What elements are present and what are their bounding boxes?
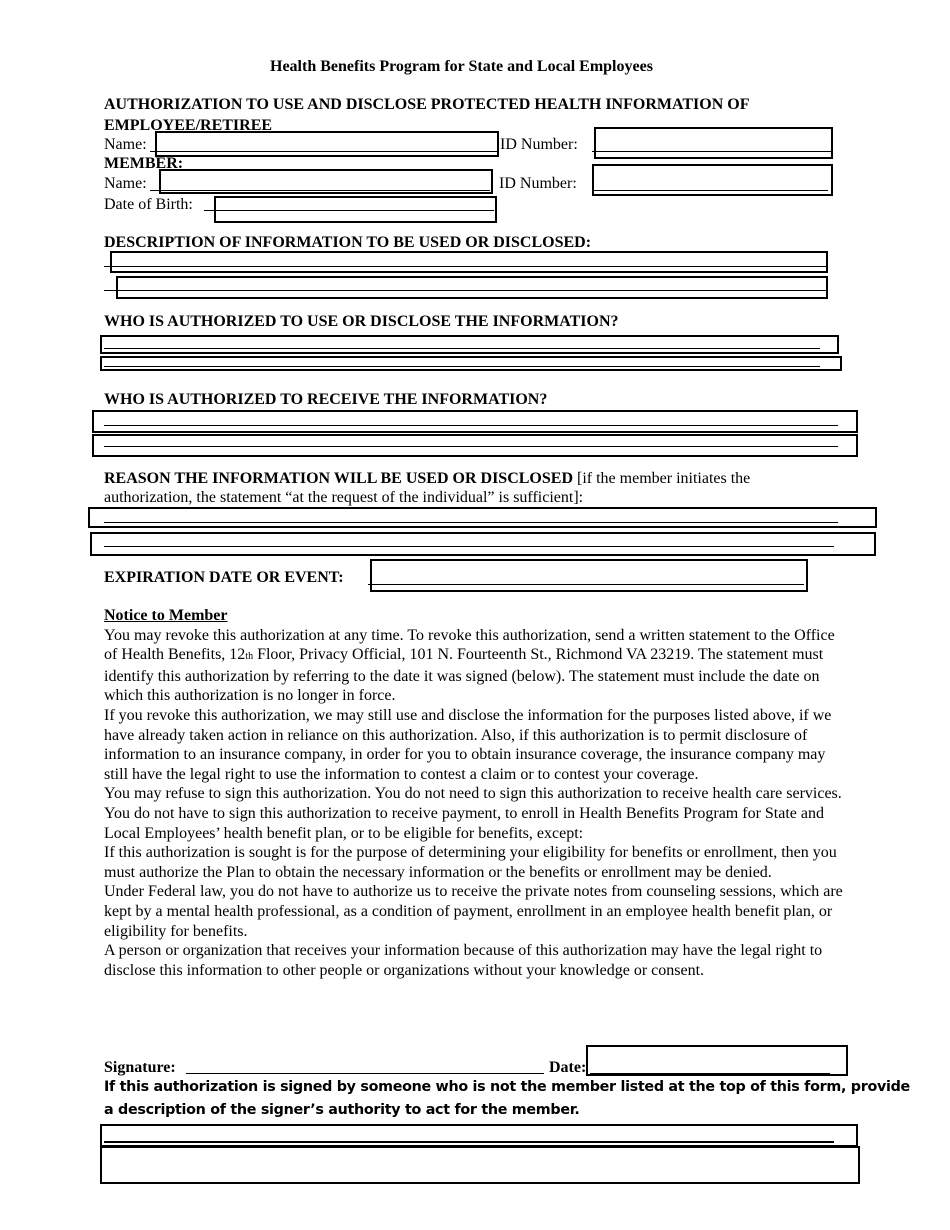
reason-note-1: [if the member initiates the: [573, 470, 751, 487]
expiration-label: EXPIRATION DATE OR EVENT:: [104, 569, 344, 586]
member-id-label: ID Number:: [499, 175, 577, 192]
signer-authority-field-2[interactable]: [100, 1146, 860, 1184]
notice-paragraph-6: Under Federal law, you do not have to authorize us to receive the private notes from counseling sessions, which are kept by a mental health professional, as a condition of payment, enrollment in an employee health benefit plan, or eligibility for benefits.: [104, 883, 843, 940]
dob-field[interactable]: [214, 196, 497, 223]
page-title: Health Benefits Program for State and Local Employees: [270, 58, 653, 75]
reason-field-1[interactable]: [88, 507, 877, 528]
member-heading: MEMBER:: [104, 155, 184, 172]
member-name-label: Name:: [104, 175, 147, 192]
who-receive-field-1[interactable]: [92, 410, 858, 433]
description-field-2[interactable]: [116, 276, 828, 299]
employee-name-label: Name:: [104, 136, 147, 153]
employee-heading: EMPLOYEE/RETIREE: [104, 117, 273, 134]
who-use-heading: WHO IS AUTHORIZED TO USE OR DISCLOSE THE INFORMATION?: [104, 313, 619, 330]
reason-heading: [104, 469, 750, 488]
notice-p1-sup: th: [245, 651, 254, 663]
notice-paragraph-7: A person or organization that receives your information because of this authorization may have the legal right to disclose this information to other people or organizations without your knowledge or consent.: [104, 942, 823, 979]
authorization-heading: AUTHORIZATION TO USE AND DISCLOSE PROTECTED HEALTH INFORMATION OF: [104, 96, 750, 113]
employee-name-field[interactable]: [155, 131, 499, 157]
notice-heading: Notice to Member: [104, 607, 228, 624]
notice-p1-a: You may revoke this authorization at any time. To revoke this authorization, send a written statement to the Office of Health Benefits, 12: [104, 626, 835, 664]
notice-paragraph-3: You may refuse to sign this authorization. You do not need to sign this authorization to receive health care services.: [104, 785, 842, 803]
signer-note-1: If this authorization is signed by someone who is not the member listed at the top of this form, provide: [104, 1079, 910, 1095]
reason-field-2[interactable]: [90, 532, 876, 556]
notice-paragraph-5: If this authorization is sought is for the purpose of determining your eligibility for benefits or enrollment, then you must authorize the Plan to obtain the necessary information or the benefits or enrollment may be denied.: [104, 844, 837, 881]
signature-line[interactable]: [186, 1073, 544, 1074]
notice-paragraph-1: [104, 626, 849, 706]
date-label: Date:: [549, 1059, 587, 1076]
employee-id-field[interactable]: [594, 127, 833, 159]
reason-note-2: authorization, the statement “at the request of the individual” is sufficient]:: [104, 489, 584, 506]
notice-p1-b: Floor, Privacy Official, 101 N. Fourteenth St., Richmond VA 23219. The statement must identify this authorization by referring to the date it was signed (below). The statement must include the date on which this authorization is no longer in force.: [104, 646, 824, 705]
notice-to-member: [104, 606, 849, 980]
description-field-1[interactable]: [110, 251, 828, 273]
notice-paragraph-2: If you revoke this authorization, we may still use and disclose the information for the purposes listed above, if we have already taken action in reliance on this authorization. Also, if this authorization is to permit disclosure of information to an insurance company, in order for you to obtain insurance coverage, the insurance company may still have the legal right to use the information to contest a claim or to contest your coverage.: [104, 706, 832, 783]
expiration-field[interactable]: [370, 559, 808, 592]
description-heading: DESCRIPTION OF INFORMATION TO BE USED OR DISCLOSED:: [104, 234, 592, 251]
who-receive-heading: WHO IS AUTHORIZED TO RECEIVE THE INFORMATION?: [104, 391, 548, 408]
member-id-field[interactable]: [592, 164, 833, 196]
dob-label: Date of Birth:: [104, 196, 193, 213]
member-name-field[interactable]: [159, 169, 493, 194]
reason-heading-bold: REASON THE INFORMATION WILL BE USED OR DISCLOSED: [104, 470, 573, 487]
signer-note-2: a description of the signer’s authority to act for the member.: [104, 1102, 580, 1118]
date-field[interactable]: [586, 1045, 848, 1076]
signer-authority-field-1[interactable]: [100, 1124, 858, 1147]
who-use-field-1[interactable]: [100, 335, 839, 354]
notice-paragraph-4: You do not have to sign this authorization to receive payment, to enroll in Health Benefits Program for State and Local Employees’ health benefit plan, or to be eligible for benefits, except:: [104, 804, 824, 842]
who-use-field-2[interactable]: [100, 356, 842, 371]
who-receive-field-2[interactable]: [92, 434, 858, 457]
signature-label: Signature:: [104, 1059, 176, 1076]
employee-id-label: ID Number:: [500, 136, 578, 153]
